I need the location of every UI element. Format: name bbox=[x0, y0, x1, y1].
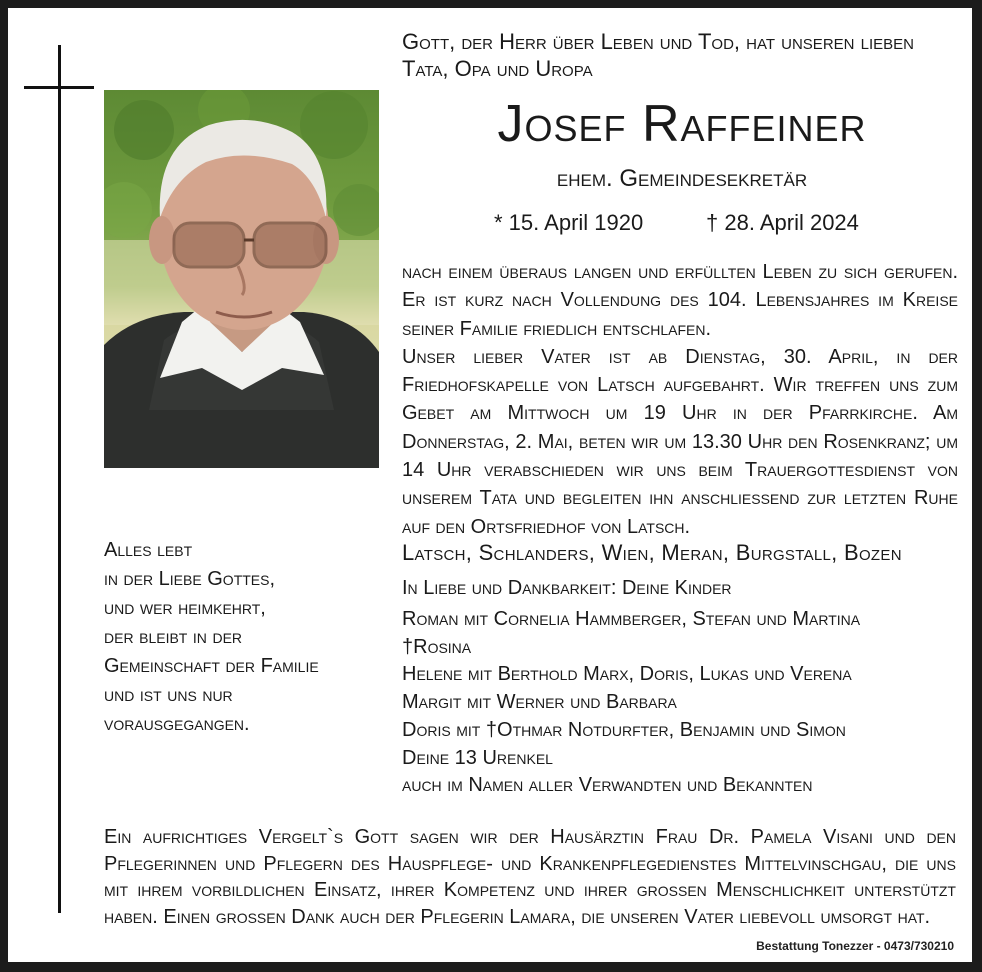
poem-line: der bleibt in der bbox=[104, 626, 243, 648]
cross-icon bbox=[58, 45, 61, 913]
obituary-card bbox=[8, 8, 972, 962]
intro-text: Gott, der Herr über Leben und Tod, hat unseren lieben Tata, Opa und Uropa bbox=[402, 29, 914, 81]
poem-line: Alles lebt bbox=[104, 539, 193, 561]
poem-line: und wer heimkehrt, bbox=[104, 597, 266, 619]
poem-line: Gemeinschaft der Familie bbox=[104, 655, 319, 677]
poem-line: in der Liebe Gottes, bbox=[104, 568, 276, 590]
family-list bbox=[402, 606, 962, 800]
family-item: auch im Namen aller Verwandten und Bekannten bbox=[402, 774, 813, 797]
family-item: Deine 13 Urenkel bbox=[402, 746, 553, 769]
deceased-role: ehem. Gemeindesekretär bbox=[556, 165, 808, 192]
portrait-photo bbox=[104, 90, 379, 468]
poem-line: vorausgegangen. bbox=[104, 713, 250, 735]
birth-date: * 15. April 1920 bbox=[494, 210, 644, 235]
places-line: Latsch, Schlanders, Wien, Meran, Burgstall, Bozen bbox=[402, 540, 902, 565]
poem bbox=[104, 536, 384, 739]
family-item: †Rosina bbox=[402, 635, 472, 658]
body-paragraph: nach einem überaus langen und erfüllten Leben zu sich gerufen. Er ist kurz nach Vollendung des 104. Lebensjahres im Kreise seiner Familie friedlich entschlafen. bbox=[402, 261, 958, 340]
cross-icon-bar bbox=[24, 86, 94, 89]
family-item: Helene mit Berthold Marx, Doris, Lukas und Verena bbox=[402, 663, 852, 686]
family-item: Roman mit Cornelia Hammberger, Stefan und Martina bbox=[402, 608, 861, 630]
children-thanks: In Liebe und Dankbarkeit: Deine Kinder bbox=[402, 577, 732, 599]
body-paragraph: Unser lieber Vater ist ab Dienstag, 30. April, in der Friedhofskapelle von Latsch aufgebahrt. Wir treffen uns zum Gebet am Mittwoch um 19 Uhr in der Pfarrkirche. Am Donnerstag, 2. Mai, beten wir um 13.30 Uhr den Rosenkranz; um 14 Uhr verabschieden wir uns beim Trauergottesdienst von unserem Tata und begleiten ihn anschliessend zur letzten Ruhe auf den Ortsfriedhof von Latsch. bbox=[402, 345, 958, 538]
family-item: Margit mit Werner und Barbara bbox=[402, 691, 677, 714]
closing-thanks: Ein aufrichtiges Vergelt`s Gott sagen wir der Hausärztin Frau Dr. Pamela Visani und den Pflegerinnen und Pflegern des Hauspflege- und Krankenpflegedienstes Mittelvinschgau, die uns mit ihrem vorbildlichen Einsatz, ihrer Kompetenz und ihrer grossen Menschlichkeit unterstützt haben. Einen grossen Dank auch der Pflegerin Lamara, die unseren Vater liebevoll umsorgt hat. bbox=[104, 826, 956, 928]
deceased-name: Josef Raffeiner bbox=[497, 95, 867, 153]
announcement-body bbox=[402, 258, 958, 541]
funeral-home-contact: Bestattung Tonezzer - 0473/730210 bbox=[756, 939, 954, 953]
poem-line: und ist uns nur bbox=[104, 684, 233, 706]
death-date: † 28. April 2024 bbox=[706, 210, 859, 235]
family-item: Doris mit †Othmar Notdurfter, Benjamin und Simon bbox=[402, 718, 846, 741]
